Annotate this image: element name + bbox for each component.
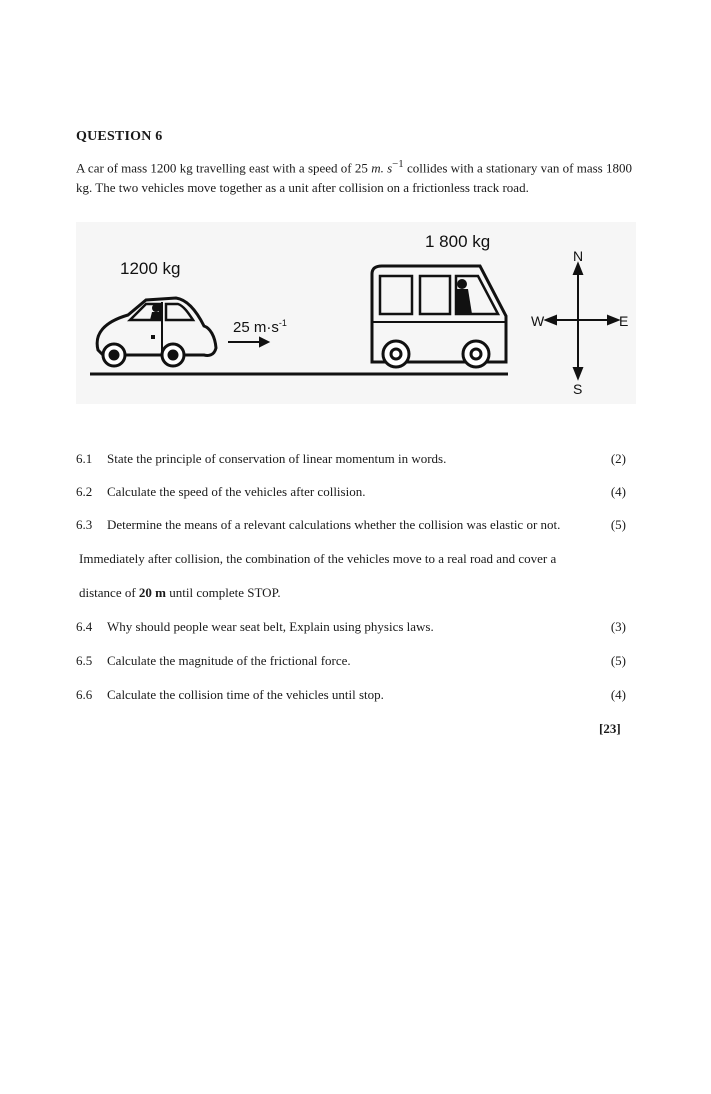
subquestion-6-3 <box>76 517 632 535</box>
subquestion-marks: (3) <box>610 619 626 634</box>
subquestion-text: Calculate the collision time of the vehicles until stop. <box>107 687 384 702</box>
compass-west-label: W <box>531 313 545 329</box>
subquestion-text: Determine the means of a relevant calculations whether the collision was elastic or not. <box>107 517 561 532</box>
subquestion-text: Calculate the speed of the vehicles after collision. <box>107 484 366 499</box>
subquestion-6-2 <box>76 484 632 502</box>
question-intro <box>76 154 632 198</box>
subquestion-text: Why should people wear seat belt, Explain using physics laws. <box>107 619 434 634</box>
compass-east-label: E <box>619 313 629 329</box>
subquestion-6-1 <box>76 451 632 469</box>
subquestion-number: 6.4 <box>76 619 93 634</box>
subquestion-number: 6.1 <box>76 451 93 466</box>
subquestion-text: State the principle of conservation of linear momentum in words. <box>107 451 447 466</box>
speed-exponent: -1 <box>278 318 287 328</box>
subquestion-marks: (5) <box>610 517 626 532</box>
subquestion-marks: (5) <box>610 653 626 668</box>
subquestion-6-4 <box>76 619 632 637</box>
intro-unit: m. s <box>371 160 393 176</box>
subquestion-marks: (4) <box>610 687 626 702</box>
intro-unit-exponent: −1 <box>392 158 404 170</box>
compass-north-label: N <box>573 248 584 264</box>
subquestion-6-5 <box>76 653 632 671</box>
note-distance: 20 m <box>138 585 167 600</box>
subquestion-6-6 <box>76 687 632 705</box>
note-line-1: Immediately after collision, the combination of the vehicles move to a real road and cover a <box>79 551 557 566</box>
intro-text-part2: collides with a stationary van of mass 1800 kg. The two vehicles move together as a unit after collision on a frictionless track road. <box>76 160 633 196</box>
van-mass-label: 1 800 kg <box>425 232 491 251</box>
speed-value: 25 m·s <box>233 319 279 336</box>
car-mass-label: 1200 kg <box>120 259 181 278</box>
note-text-post: until complete STOP. <box>169 585 281 600</box>
subquestion-number: 6.6 <box>76 687 93 702</box>
note-text-pre: distance of <box>79 585 136 600</box>
note-line-2 <box>79 585 631 601</box>
subquestion-marks: (2) <box>610 451 626 466</box>
subquestion-number: 6.2 <box>76 484 93 499</box>
question-title: QUESTION 6 <box>76 129 163 144</box>
speed-label <box>233 318 287 336</box>
subquestion-text: Calculate the magnitude of the frictional force. <box>107 653 351 668</box>
intro-text-part1: A car of mass 1200 kg travelling east with a speed of 25 <box>76 160 368 176</box>
total-marks: [23] <box>599 721 621 736</box>
collision-diagram <box>76 222 636 404</box>
compass-south-label: S <box>573 381 583 397</box>
subquestion-number: 6.3 <box>76 517 93 532</box>
subquestion-marks: (4) <box>610 484 626 499</box>
subquestion-number: 6.5 <box>76 653 93 668</box>
